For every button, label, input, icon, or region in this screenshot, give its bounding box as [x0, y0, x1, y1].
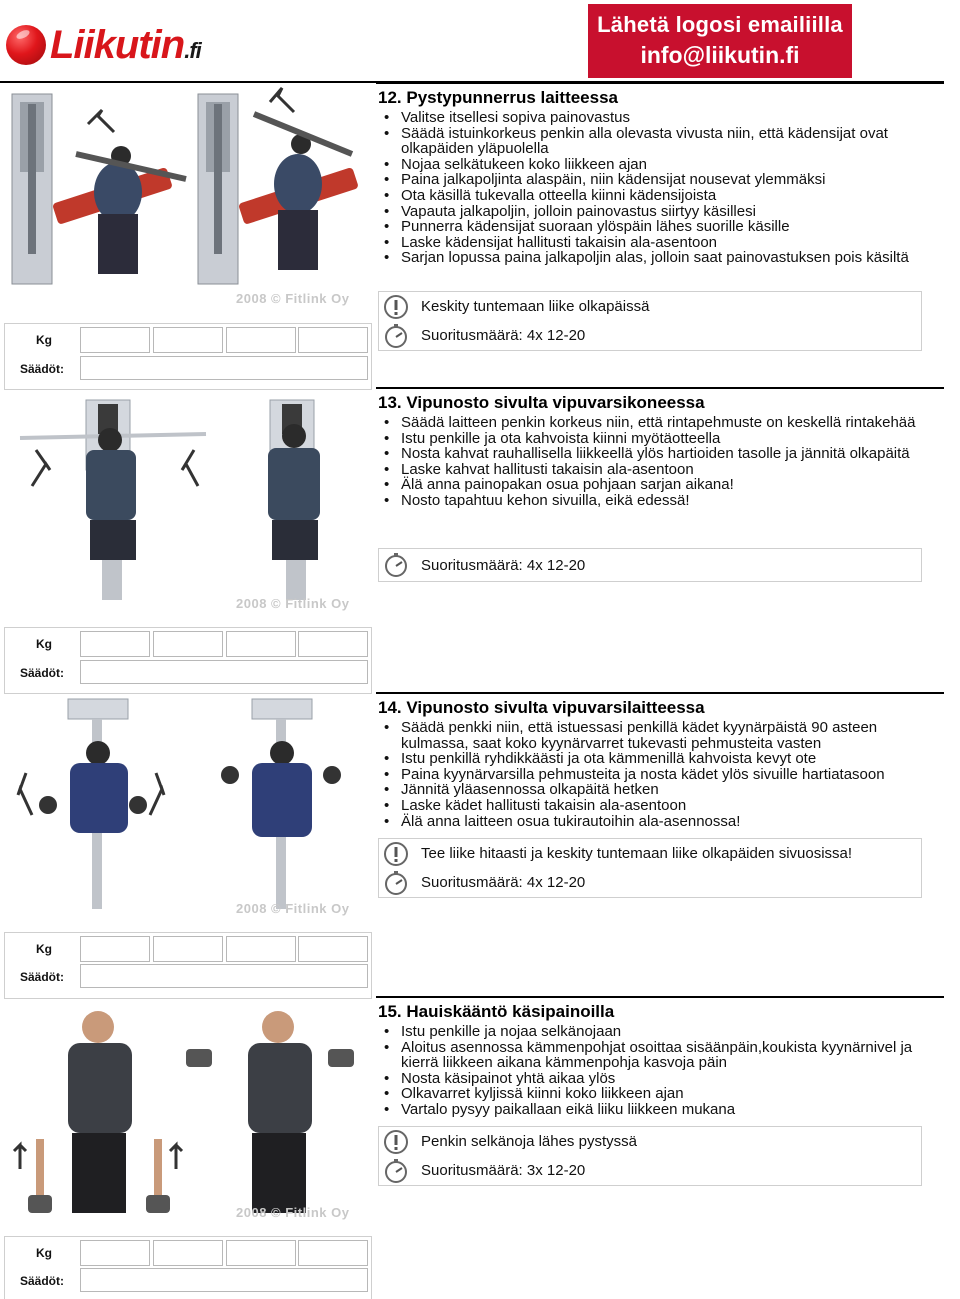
instruction-item: • Olkavarret kyljissä kiinni koko liikkeen ajan	[384, 1086, 936, 1102]
promo-email[interactable]: info@liikutin.fi	[640, 42, 800, 68]
exercise-title: 15. Hauiskääntö käsipainoilla	[378, 1002, 615, 1021]
kg-label: Kg	[36, 333, 52, 347]
exercise-photo-lateral-raise-machine	[6, 695, 372, 920]
instruction-item: • Valitse itsellesi sopiva painovastus	[384, 110, 936, 126]
tip-row	[379, 839, 921, 868]
instruction-item: • Nojaa selkätukeen koko liikkeen ajan	[384, 157, 936, 173]
instruction-list	[384, 415, 936, 509]
instruction-item: • Ota käsillä tukevalla otteella kiinni kädensijoista	[384, 188, 936, 204]
instruction-item: • Älä anna painopakan osua pohjaan sarjan aikana!	[384, 477, 936, 493]
kg-label: Kg	[36, 942, 52, 956]
instruction-item: • Laske kädensijat hallitusti takaisin ala-asentoon	[384, 235, 936, 251]
kg-input[interactable]	[298, 936, 368, 962]
instruction-list	[384, 1024, 936, 1118]
reps-text: Suoritusmäärä: 4x 12-20	[421, 327, 586, 344]
exercise-photo-dumbbell-curl	[6, 999, 372, 1224]
adjustments-input[interactable]	[80, 356, 368, 380]
section-divider	[376, 692, 944, 694]
exercise-title: 13. Vipunosto sivulta vipuvarsikoneessa	[378, 393, 705, 412]
reps-text: Suoritusmäärä: 4x 12-20	[421, 874, 586, 891]
kg-input[interactable]	[298, 1240, 368, 1266]
photo-watermark: 2008 © Fitlink Oy	[236, 1205, 350, 1220]
reps-row	[379, 868, 921, 897]
tip-row	[379, 292, 921, 321]
adjustments-label: Säädöt:	[20, 666, 65, 680]
logo-text: Liikutin	[50, 22, 185, 67]
tip-text: Keskity tuntemaan liike olkapäissä	[421, 298, 650, 315]
adjustments-label: Säädöt:	[20, 362, 65, 376]
instruction-item: • Istu penkillä ryhdikkäästi ja ota kämmenillä kahvoista kevyt ote	[384, 751, 936, 767]
exercise-photo-shoulder-press	[6, 84, 372, 309]
instruction-item: • Jännitä yläasennossa olkapäitä hetken	[384, 782, 936, 798]
adjustments-input[interactable]	[80, 660, 368, 684]
tips-box	[378, 291, 922, 351]
instruction-item: • Paina jalkapoljinta alaspäin, niin kädensijat nousevat ylemmäksi	[384, 172, 936, 188]
instruction-item: • Paina kyynärvarsilla pehmusteita ja nosta kädet ylös sivuille hartiatasoon	[384, 767, 936, 783]
adjustments-label: Säädöt:	[20, 1274, 65, 1288]
reps-text: Suoritusmäärä: 4x 12-20	[421, 556, 586, 574]
instruction-item: • Laske kahvat hallitusti takaisin ala-asentoon	[384, 462, 936, 478]
kg-label: Kg	[36, 637, 52, 651]
liikutin-logo[interactable]	[6, 20, 201, 70]
instruction-item: • Aloitus asennossa kämmenpohjat osoittaa sisäänpäin,koukista kyynärnivel ja kierrä liikkeen aikana kämmenpohja kasvoja päin	[384, 1040, 936, 1071]
instruction-item: • Sarjan lopussa paina jalkapoljin alas, jolloin saat painovastuksen pois käsiltä	[384, 250, 936, 266]
instruction-item: • Vapauta jalkapoljin, jolloin painovastus siirtyy käsillesi	[384, 204, 936, 220]
instruction-item: • Vartalo pysyy paikallaan eikä liiku liikkeen mukana	[384, 1102, 936, 1118]
exclamation-icon	[383, 294, 409, 320]
photo-watermark: 2008 © Fitlink Oy	[236, 596, 350, 611]
reps-row	[379, 321, 921, 350]
instruction-item: • Punnerra kädensijat suoraan ylöspäin lähes suorille käsille	[384, 219, 936, 235]
kg-input[interactable]	[226, 327, 296, 353]
instruction-list	[384, 110, 936, 266]
adjustments-label: Säädöt:	[20, 970, 65, 984]
kg-label: Kg	[36, 1246, 52, 1260]
instruction-list	[384, 720, 936, 829]
tip-text: Penkin selkänoja lähes pystyssä	[421, 1133, 637, 1150]
stopwatch-icon	[383, 1158, 409, 1184]
exclamation-icon	[383, 1129, 409, 1155]
kg-input[interactable]	[153, 327, 223, 353]
kg-input[interactable]	[226, 631, 296, 657]
adjustments-input[interactable]	[80, 1268, 368, 1292]
exercise-photo-lateral-raise-lever	[6, 390, 372, 615]
adjustments-input[interactable]	[80, 964, 368, 988]
kg-input[interactable]	[226, 1240, 296, 1266]
tips-box	[378, 838, 922, 898]
tip-row	[379, 1127, 921, 1156]
tips-box	[378, 1126, 922, 1186]
stopwatch-icon	[383, 323, 409, 349]
stopwatch-icon	[383, 870, 409, 896]
instruction-item: • Älä anna laitteen osua tukirautoihin ala-asennossa!	[384, 814, 936, 830]
section-divider	[376, 82, 944, 84]
promo-banner[interactable]	[588, 4, 852, 78]
kg-input[interactable]	[153, 936, 223, 962]
section-divider	[376, 387, 944, 389]
kg-input[interactable]	[80, 936, 150, 962]
tip-text: Tee liike hitaasti ja keskity tuntemaan liike olkapäiden sivuosissa!	[421, 845, 853, 862]
tips-box	[378, 548, 922, 582]
reps-row	[379, 1156, 921, 1185]
page-header	[0, 0, 960, 84]
exercise-title: 12. Pystypunnerrus laitteessa	[378, 88, 619, 107]
ball-icon	[6, 25, 46, 65]
instruction-item: • Nosta kahvat rauhallisella liikkeellä ylös hartioiden tasolle ja jännitä olkapäitä	[384, 446, 936, 462]
instruction-item: • Istu penkille ja nojaa selkänojaan	[384, 1024, 936, 1040]
promo-line1: Lähetä logosi emailiilla	[597, 12, 843, 37]
kg-input[interactable]	[153, 631, 223, 657]
instruction-item: • Nosto tapahtuu kehon sivuilla, eikä edessä!	[384, 493, 936, 509]
kg-input[interactable]	[298, 631, 368, 657]
kg-input[interactable]	[80, 631, 150, 657]
logo-suffix: .fi	[184, 37, 201, 63]
instruction-item: • Nosta käsipainot yhtä aikaa ylös	[384, 1071, 936, 1087]
instruction-item: • Laske kädet hallitusti takaisin ala-asentoon	[384, 798, 936, 814]
instruction-item: • Säädä penkki niin, että istuessasi penkillä kädet kyynärpäistä 90 asteen kulmassa, saat koko kyynärvarret tukevasti pehmusteita vasten	[384, 720, 936, 751]
kg-input[interactable]	[153, 1240, 223, 1266]
kg-input[interactable]	[226, 936, 296, 962]
stopwatch-icon	[383, 552, 409, 578]
exclamation-icon	[383, 841, 409, 867]
kg-input[interactable]	[80, 1240, 150, 1266]
kg-input[interactable]	[298, 327, 368, 353]
reps-row	[379, 549, 921, 581]
exercise-title: 14. Vipunosto sivulta vipuvarsilaitteessa	[378, 698, 705, 717]
kg-input[interactable]	[80, 327, 150, 353]
instruction-item: • Istu penkille ja ota kahvoista kiinni myötäotteella	[384, 431, 936, 447]
instruction-item: • Säädä laitteen penkin korkeus niin, että rintapehmuste on keskellä rintakehää	[384, 415, 936, 431]
photo-watermark: 2008 © Fitlink Oy	[236, 291, 350, 306]
section-divider	[376, 996, 944, 998]
instruction-item: • Säädä istuinkorkeus penkin alla olevasta vivusta niin, että kädensijat ovat olkapäiden yläpuolella	[384, 126, 936, 157]
reps-text: Suoritusmäärä: 3x 12-20	[421, 1162, 586, 1179]
photo-watermark: 2008 © Fitlink Oy	[236, 901, 350, 916]
